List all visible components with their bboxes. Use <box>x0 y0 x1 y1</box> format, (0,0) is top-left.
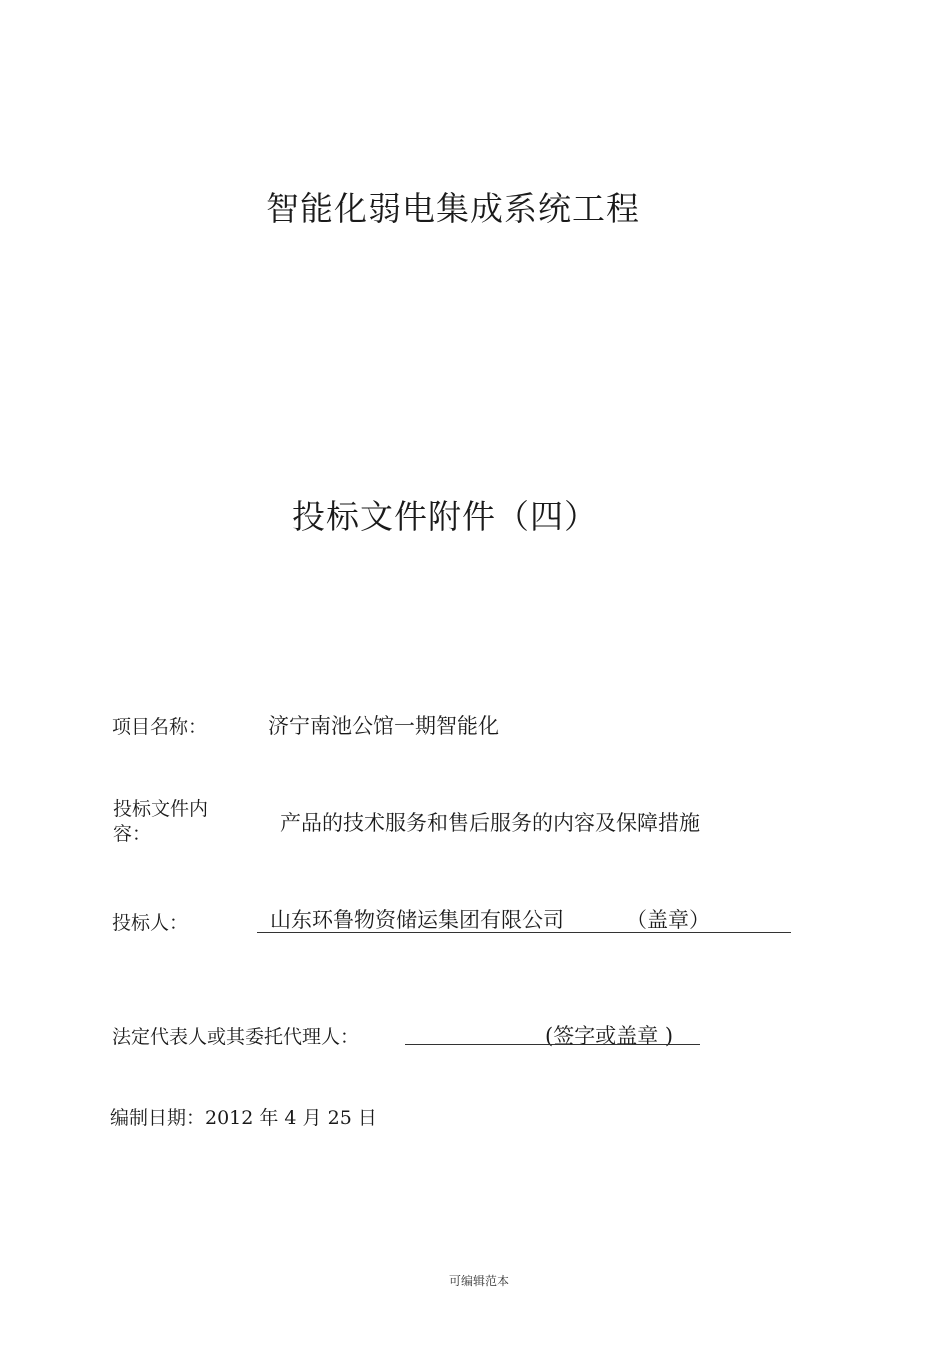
document-subtitle: 投标文件附件（四） <box>292 497 598 536</box>
bidder-value: 山东环鲁物资储运集团有限公司 <box>270 908 564 932</box>
bidder-underline <box>257 932 791 933</box>
signature-line <box>405 1044 700 1045</box>
document-title: 智能化弱电集成系统工程 <box>266 189 640 228</box>
bidder-seal-note: （盖章） <box>626 908 710 932</box>
compile-date: 编制日期：2012 年 4 月 25 日 <box>110 1107 377 1129</box>
page-footer: 可编辑范本 <box>448 1274 509 1288</box>
legal-representative-label: 法定代表人或其委托代理人： <box>112 1026 360 1048</box>
bid-content-value: 产品的技术服务和售后服务的内容及保障措施 <box>280 811 700 835</box>
bid-content-label: 投标文件内容： <box>113 798 209 845</box>
project-name-label: 项目名称： <box>112 716 208 738</box>
project-name-value: 济宁南池公馆一期智能化 <box>268 714 499 738</box>
bidder-label: 投标人： <box>112 912 189 934</box>
signature-note: (签字或盖章 ) <box>545 1024 674 1048</box>
